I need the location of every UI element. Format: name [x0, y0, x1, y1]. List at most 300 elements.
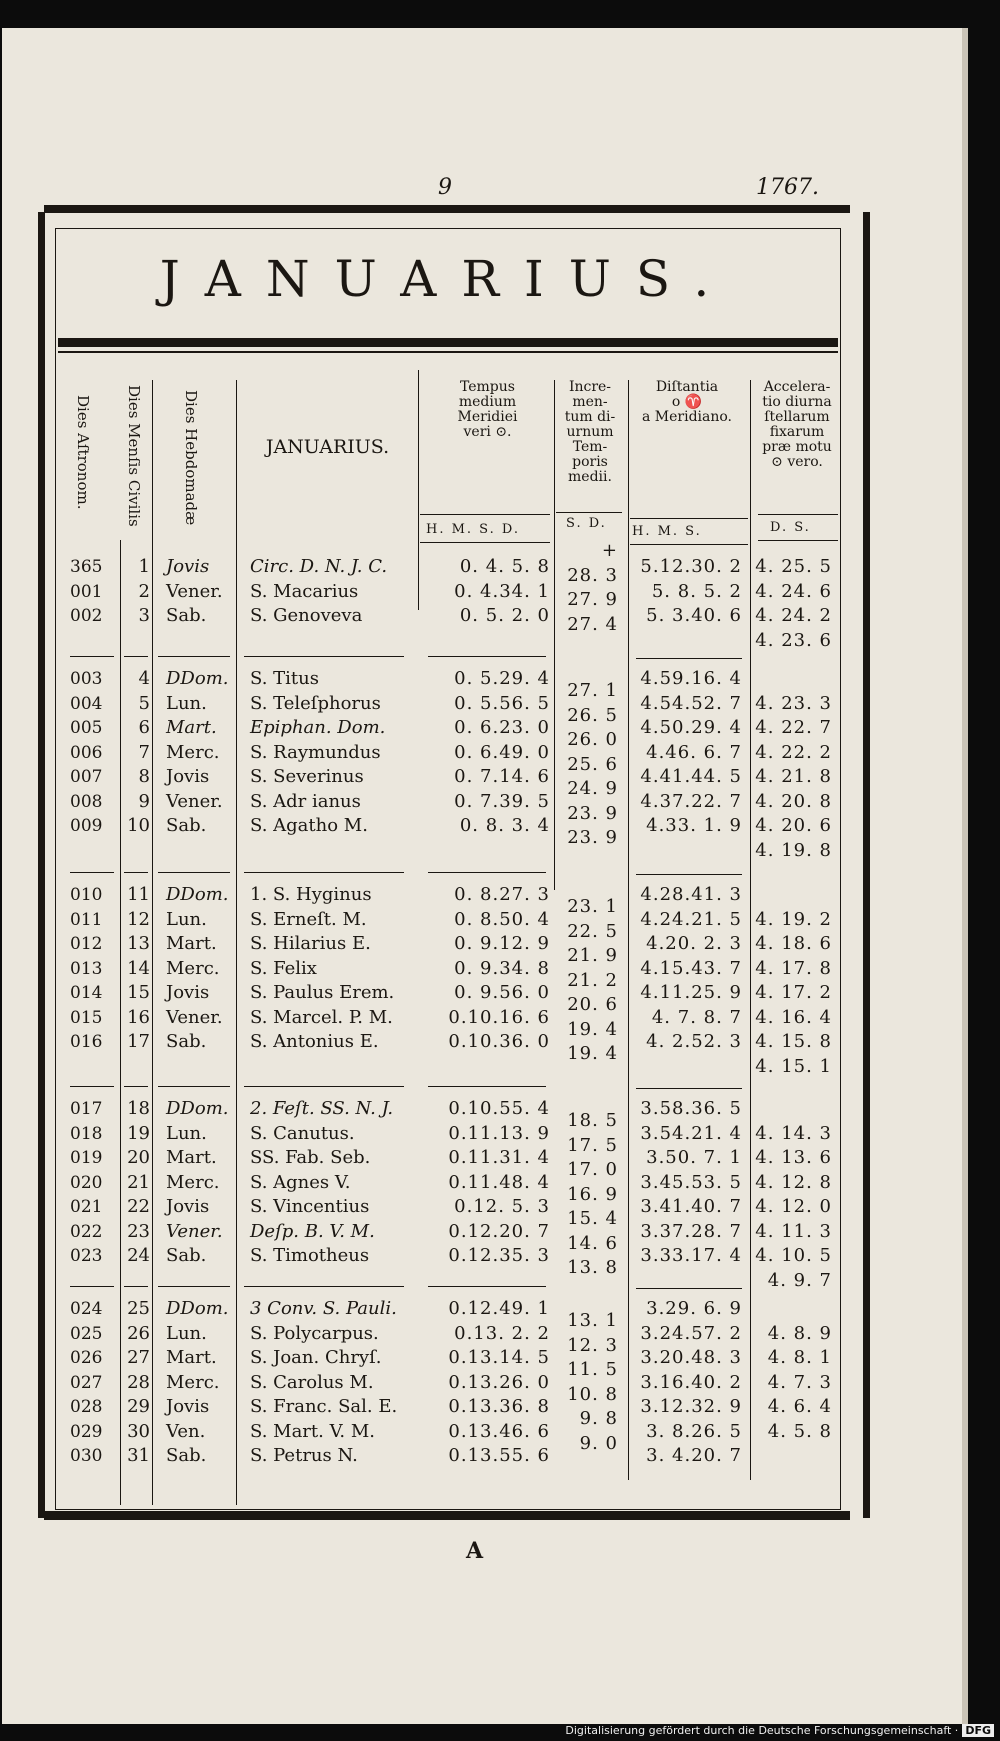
astro-day: 017	[70, 1099, 103, 1119]
astro-day: 007	[70, 767, 103, 787]
weekday: Jovis	[166, 982, 210, 1003]
header-acceleratio: Accelera- tio diurna ſtellarum fixarum præ motu ⊙ vero.	[762, 379, 832, 470]
incrementum: 28. 3	[567, 564, 618, 586]
saint-name: S. Paulus Erem.	[250, 982, 395, 1003]
group-sep-civ	[124, 872, 148, 873]
units-line-dist	[630, 518, 748, 519]
tempus-medium: 0.12. 5. 3	[454, 1196, 550, 1217]
saint-name: S. Polycarpus.	[250, 1322, 379, 1344]
astro-day: 012	[70, 934, 103, 954]
weekday: Merc.	[166, 741, 220, 763]
astro-day: 019	[70, 1148, 103, 1168]
astro-day: 015	[70, 1007, 103, 1028]
incrementum: 21. 9	[567, 945, 618, 966]
acceleratio: 4. 17. 8	[755, 957, 832, 979]
tempus-medium: 0.10.55. 4	[448, 1098, 550, 1119]
distantia: 3. 4.20. 7	[646, 1445, 742, 1466]
astro-day: 014	[70, 983, 103, 1003]
tempus-medium: 0.12.49. 1	[448, 1298, 550, 1319]
civil-day: 3	[138, 605, 150, 626]
incrementum: 9. 8	[579, 1408, 618, 1429]
saint-name: S. Agatho M.	[250, 815, 368, 836]
tempus-medium: 0. 5.56. 5	[454, 692, 550, 714]
distantia: 4.28.41. 3	[640, 884, 742, 905]
distantia: 4. 7. 8. 7	[651, 1006, 742, 1028]
col-sep-4	[418, 370, 419, 610]
astro-day: 002	[70, 606, 103, 626]
header-dies-astronom: Dies Aſtronom.	[74, 395, 92, 510]
astro-day: 008	[70, 791, 103, 812]
incrementum: 23. 9	[567, 802, 618, 824]
weekday: Jovis	[166, 1196, 210, 1217]
civil-day: 25	[127, 1298, 150, 1319]
saint-name: S. Carolus M.	[250, 1371, 374, 1393]
acceleratio: 4. 8. 1	[767, 1347, 832, 1368]
distantia: 3.41.40. 7	[640, 1196, 742, 1217]
col-sep-6	[628, 380, 629, 1480]
astro-day: 026	[70, 1348, 103, 1368]
saint-name: S. Marcel. P. M.	[250, 1006, 393, 1028]
weekday: Sab.	[166, 605, 207, 626]
tempus-medium: 0. 6.23. 0	[454, 717, 550, 738]
saint-name: S. Teleſphorus	[250, 692, 381, 714]
civil-day: 23	[127, 1220, 150, 1242]
tempus-medium: 0.13.14. 5	[448, 1347, 550, 1368]
distantia: 3.54.21. 4	[640, 1122, 742, 1144]
group-sep-dist	[636, 1088, 742, 1089]
acceleratio: 4. 6. 4	[767, 1396, 832, 1417]
incrementum: 12. 3	[567, 1334, 618, 1356]
astro-day: 011	[70, 909, 103, 930]
weekday: Vener.	[166, 580, 223, 602]
weekday: Jovis	[166, 1396, 210, 1417]
weekday: Merc.	[166, 957, 220, 979]
footer-bar	[0, 1724, 1000, 1737]
signature-mark: A	[466, 1538, 484, 1564]
units-incrementum: S. D.	[566, 516, 607, 531]
astro-day: 006	[70, 742, 103, 763]
civil-day: 17	[127, 1031, 150, 1052]
acceleratio-extra: 4. 15. 1	[755, 1055, 832, 1077]
astro-day: 005	[70, 718, 103, 738]
saint-name: S. Joan. Chryſ.	[250, 1347, 382, 1368]
tempus-medium: 0. 7.39. 5	[454, 790, 550, 812]
acceleratio: 4. 22. 2	[755, 741, 832, 763]
acceleratio: 4. 20. 8	[755, 790, 832, 812]
tempus-medium: 0.12.20. 7	[448, 1220, 550, 1242]
astro-day: 016	[70, 1032, 103, 1052]
saint-name: S. Vincentius	[250, 1196, 370, 1217]
tempus-medium: 0.13.36. 8	[448, 1396, 550, 1417]
acceleratio: 4. 16. 4	[755, 1006, 832, 1028]
weekday: Sab.	[166, 1245, 207, 1266]
tempus-medium: 0. 6.49. 0	[454, 741, 550, 763]
astro-day: 022	[70, 1221, 103, 1242]
incrementum: 11. 5	[567, 1359, 618, 1380]
weekday: Lun.	[166, 692, 207, 714]
civil-day: 7	[138, 741, 150, 763]
distantia: 4.59.16. 4	[640, 668, 742, 689]
tempus-medium: 0. 8.27. 3	[454, 884, 550, 905]
acceleratio-extra: 4. 19. 8	[755, 839, 832, 861]
units-line-dist-b	[630, 544, 748, 545]
acceleratio: 4. 17. 2	[755, 982, 832, 1003]
astro-day: 025	[70, 1323, 103, 1344]
distantia: 3.24.57. 2	[640, 1322, 742, 1344]
civil-day: 21	[127, 1171, 150, 1193]
col-sep-3	[236, 380, 237, 1505]
incrementum: 26. 5	[567, 704, 618, 726]
col-sep-5	[554, 380, 555, 890]
weekday: Mart.	[166, 717, 217, 738]
saint-name: S. Genoveva	[250, 605, 363, 626]
incrementum: 15. 4	[567, 1208, 618, 1229]
civil-day: 2	[138, 580, 150, 602]
saint-name: S. Franc. Sal. E.	[250, 1396, 398, 1417]
tempus-medium: 0. 9.12. 9	[454, 933, 550, 954]
distantia: 5. 3.40. 6	[646, 605, 742, 626]
group-sep-tempus	[428, 872, 546, 873]
civil-day: 22	[127, 1196, 150, 1217]
distantia: 4. 2.52. 3	[646, 1031, 742, 1052]
units-acceleratio: D. S.	[770, 520, 811, 535]
civil-day: 24	[127, 1245, 150, 1266]
incrementum: 9. 0	[579, 1432, 618, 1454]
acceleratio: 4. 5. 8	[767, 1420, 832, 1442]
group-sep-dist	[636, 874, 742, 875]
distantia: 3.37.28. 7	[640, 1220, 742, 1242]
acceleratio-extra: 4. 9. 7	[767, 1269, 832, 1291]
astro-day: 020	[70, 1172, 103, 1193]
distantia: 3. 8.26. 5	[646, 1420, 742, 1442]
distantia: 4.20. 2. 3	[646, 933, 742, 954]
incrementum: 13. 1	[567, 1310, 618, 1331]
astro-day: 029	[70, 1421, 103, 1442]
dfg-logo: DFG	[962, 1724, 994, 1737]
distantia: 3.20.48. 3	[640, 1347, 742, 1368]
astro-day: 027	[70, 1372, 103, 1393]
incrementum: 23. 9	[567, 827, 618, 848]
distantia: 3.58.36. 5	[640, 1098, 742, 1119]
saint-name: 1. S. Hyginus	[250, 884, 372, 905]
saint-name: S. Macarius	[250, 580, 359, 602]
group-sep-dist	[636, 658, 742, 659]
acceleratio: 4. 20. 6	[755, 815, 832, 836]
weekday: Sab.	[166, 1445, 207, 1466]
incrementum: 18. 5	[567, 1110, 618, 1131]
weekday: Merc.	[166, 1171, 220, 1193]
group-sep-tempus	[428, 1086, 546, 1087]
incrementum: 27. 1	[567, 680, 618, 701]
distantia: 4.11.25. 9	[640, 982, 742, 1003]
civil-day: 19	[127, 1122, 150, 1144]
tempus-medium: 0. 5.29. 4	[454, 668, 550, 689]
page-number: 9	[438, 175, 452, 200]
incrementum: 27. 9	[567, 589, 618, 610]
astro-day: 003	[70, 669, 103, 689]
civil-day: 4	[138, 668, 150, 689]
weekday: Sab.	[166, 1031, 207, 1052]
distantia: 3.16.40. 2	[640, 1371, 742, 1393]
astro-day: 004	[70, 693, 103, 714]
incrementum: 19. 4	[567, 1043, 618, 1064]
astro-day: 028	[70, 1397, 103, 1417]
saint-name: S. Antonius E.	[250, 1031, 379, 1052]
astro-day: 021	[70, 1197, 103, 1217]
acceleratio: 4. 23. 3	[755, 692, 832, 714]
distantia: 4.24.21. 5	[640, 908, 742, 930]
tempus-medium: 0.12.35. 3	[448, 1245, 550, 1266]
group-sep-dist	[636, 1288, 742, 1289]
col-sep-7	[750, 380, 751, 1480]
saint-name: S. Agnes V.	[250, 1171, 351, 1193]
incrementum: 26. 0	[567, 729, 618, 750]
incrementum: 19. 4	[567, 1018, 618, 1040]
distantia: 4.15.43. 7	[640, 957, 742, 979]
saint-name: S. Hilarius E.	[250, 933, 371, 954]
incrementum: +	[601, 540, 618, 561]
incrementum: 24. 9	[567, 778, 618, 799]
saint-name: 2. Feſt. SS. N. J.	[250, 1098, 394, 1119]
acceleratio: 4. 19. 2	[755, 908, 832, 930]
group-sep-astro	[70, 872, 114, 873]
weekday: Ven.	[166, 1420, 206, 1442]
group-sep-tempus	[428, 1286, 546, 1287]
saint-name: S. Petrus N.	[250, 1445, 358, 1466]
weekday: DDom.	[166, 1298, 229, 1319]
weekday: Vener.	[166, 1006, 223, 1028]
acceleratio: 4. 24. 6	[755, 580, 832, 602]
group-sep-saint	[244, 1086, 404, 1087]
distantia: 3.45.53. 5	[640, 1171, 742, 1193]
civil-day: 27	[127, 1347, 150, 1368]
tempus-medium: 0.13.26. 0	[448, 1371, 550, 1393]
distantia: 5.12.30. 2	[640, 556, 742, 577]
saint-name: 3 Conv. S. Pauli.	[250, 1298, 397, 1319]
tempus-medium: 0. 4.34. 1	[454, 580, 550, 602]
tempus-medium: 0.11.13. 9	[448, 1122, 550, 1144]
distantia: 4.41.44. 5	[640, 766, 742, 787]
civil-day: 31	[127, 1445, 150, 1466]
saint-name: Deſp. B. V. M.	[250, 1220, 375, 1242]
saint-name: S. Canutus.	[250, 1122, 355, 1144]
units-tempus: H. M. S. D.	[426, 522, 520, 537]
weekday: Vener.	[166, 790, 223, 812]
group-sep-saint	[244, 1286, 404, 1287]
civil-day: 8	[138, 766, 150, 787]
header-tempus: Tempus medium Meridiei veri ⊙.	[457, 379, 518, 440]
weekday: Jovis	[166, 766, 210, 787]
weekday: Jovis	[166, 556, 210, 577]
incrementum: 10. 8	[567, 1383, 618, 1405]
saint-name: Circ. D. N. J. C.	[250, 556, 388, 577]
saint-name: S. Titus	[250, 668, 319, 689]
acceleratio: 4. 24. 2	[755, 605, 832, 626]
acceleratio-extra: 4. 23. 6	[755, 629, 832, 651]
col-sep-2	[152, 380, 153, 1505]
civil-day: 18	[127, 1098, 150, 1119]
civil-day: 1	[138, 556, 150, 577]
weekday: Lun.	[166, 908, 207, 930]
acceleratio: 4. 22. 7	[755, 717, 832, 738]
distantia: 4.46. 6. 7	[646, 741, 742, 763]
group-sep-civ	[124, 1086, 148, 1087]
civil-day: 6	[138, 717, 150, 738]
acceleratio: 4. 11. 3	[755, 1220, 832, 1242]
incrementum: 17. 5	[567, 1134, 618, 1156]
astro-day: 018	[70, 1123, 103, 1144]
header-dies-civilis: Dies Menſis Civilis	[125, 385, 143, 527]
civil-day: 26	[127, 1322, 150, 1344]
group-sep-civ	[124, 1286, 148, 1287]
civil-day: 15	[127, 982, 150, 1003]
saint-name: SS. Fab. Seb.	[250, 1147, 371, 1168]
year-header: 1767.	[756, 175, 819, 200]
saint-name: S. Adr ianus	[250, 790, 361, 812]
acceleratio: 4. 10. 5	[755, 1245, 832, 1266]
distantia: 4.50.29. 4	[640, 717, 742, 738]
civil-day: 16	[127, 1006, 150, 1028]
weekday: Merc.	[166, 1371, 220, 1393]
astro-day: 023	[70, 1246, 103, 1266]
tempus-medium: 0.13.46. 6	[448, 1420, 550, 1442]
civil-day: 12	[127, 908, 150, 930]
incrementum: 22. 5	[567, 920, 618, 942]
header-incrementum: Incre- men- tum di- urnum Tem- poris medii.	[564, 379, 616, 485]
acceleratio: 4. 15. 8	[755, 1031, 832, 1052]
civil-day: 13	[127, 933, 150, 954]
units-line-incr	[556, 512, 622, 513]
civil-day: 30	[127, 1420, 150, 1442]
astro-day: 009	[70, 816, 103, 836]
astro-day: 013	[70, 958, 103, 979]
acceleratio: 4. 7. 3	[767, 1371, 832, 1393]
incrementum: 27. 4	[567, 613, 618, 635]
acceleratio: 4. 14. 3	[755, 1122, 832, 1144]
astro-day: 365	[70, 557, 103, 577]
tempus-medium: 0.10.36. 0	[448, 1031, 550, 1052]
saint-name: S. Severinus	[250, 766, 364, 787]
month-title: JANUARIUS.	[159, 250, 735, 308]
astro-day: 010	[70, 885, 103, 905]
header-dies-hebdomadae: Dies Hebdomadæ	[182, 390, 200, 526]
saint-name: S. Mart. V. M.	[250, 1420, 376, 1442]
distantia: 5. 8. 5. 2	[651, 580, 742, 602]
units-line-tempus	[420, 514, 550, 515]
weekday: Lun.	[166, 1122, 207, 1144]
civil-day: 20	[127, 1147, 150, 1168]
tempus-medium: 0. 9.56. 0	[454, 982, 550, 1003]
distantia: 3.33.17. 4	[640, 1245, 742, 1266]
incrementum: 23. 1	[567, 896, 618, 917]
incrementum: 17. 0	[567, 1159, 618, 1180]
civil-day: 14	[127, 957, 150, 979]
saint-name: S. Felix	[250, 957, 317, 979]
weekday: DDom.	[166, 1098, 229, 1119]
group-sep-saint	[244, 872, 404, 873]
saint-name: S. Raymundus	[250, 741, 381, 763]
incrementum: 16. 9	[567, 1183, 618, 1205]
saint-name: S. Timotheus	[250, 1245, 370, 1266]
astro-day: 001	[70, 581, 103, 602]
civil-day: 11	[127, 884, 150, 905]
acceleratio: 4. 25. 5	[755, 556, 832, 577]
distantia: 4.33. 1. 9	[646, 815, 742, 836]
tempus-medium: 0.13. 2. 2	[454, 1322, 550, 1344]
acceleratio: 4. 13. 6	[755, 1147, 832, 1168]
incrementum: 14. 6	[567, 1232, 618, 1254]
civil-day: 5	[138, 692, 150, 714]
weekday: Mart.	[166, 933, 217, 954]
astro-day: 030	[70, 1446, 103, 1466]
weekday: Vener.	[166, 1220, 223, 1242]
weekday: Sab.	[166, 815, 207, 836]
acceleratio: 4. 18. 6	[755, 933, 832, 954]
group-sep-hebd	[158, 1286, 230, 1287]
acceleratio: 4. 8. 9	[767, 1322, 832, 1344]
group-sep-tempus	[428, 656, 546, 657]
header-month: JANUARIUS.	[265, 436, 390, 458]
acceleratio: 4. 21. 8	[755, 766, 832, 787]
tempus-medium: 0.10.16. 6	[448, 1006, 550, 1028]
tempus-medium: 0. 8. 3. 4	[459, 815, 550, 836]
incrementum: 25. 6	[567, 753, 618, 775]
distantia: 3.12.32. 9	[640, 1396, 742, 1417]
incrementum: 20. 6	[567, 994, 618, 1015]
weekday: Lun.	[166, 1322, 207, 1344]
civil-day: 9	[138, 790, 150, 812]
tempus-medium: 0. 8.50. 4	[454, 908, 550, 930]
acceleratio: 4. 12. 8	[755, 1171, 832, 1193]
group-sep-civ	[124, 656, 148, 657]
tempus-medium: 0.11.31. 4	[448, 1147, 550, 1168]
units-line-acc	[758, 514, 838, 515]
header-distantia: Diſtantia o ♈ a Meridiano.	[641, 379, 733, 425]
units-distantia: H. M. S.	[632, 524, 702, 539]
saint-name: S. Erneſt. M.	[250, 908, 367, 930]
distantia: 4.54.52. 7	[640, 692, 742, 714]
weekday: DDom.	[166, 884, 229, 905]
incrementum: 21. 2	[567, 969, 618, 991]
civil-day: 29	[127, 1396, 150, 1417]
group-sep-hebd	[158, 656, 230, 657]
saint-name: Epiphan. Dom.	[250, 717, 386, 738]
tempus-medium: 0. 5. 2. 0	[459, 605, 550, 626]
units-line-acc-b	[758, 540, 838, 541]
incrementum: 13. 8	[567, 1257, 618, 1278]
astro-day: 024	[70, 1299, 103, 1319]
weekday: DDom.	[166, 668, 229, 689]
distantia: 4.37.22. 7	[640, 790, 742, 812]
distantia: 3.50. 7. 1	[646, 1147, 742, 1168]
acceleratio: 4. 12. 0	[755, 1196, 832, 1217]
group-sep-astro	[70, 656, 114, 657]
tempus-medium: 0. 4. 5. 8	[459, 556, 550, 577]
footer-text: Digitalisierung gefördert durch die Deutsche Forschungsgemeinschaft ·	[565, 1724, 959, 1737]
distantia: 3.29. 6. 9	[646, 1298, 742, 1319]
group-sep-astro	[70, 1086, 114, 1087]
units-line-tempus-b	[420, 542, 550, 543]
tempus-medium: 0. 9.34. 8	[454, 957, 550, 979]
civil-day: 10	[127, 815, 150, 836]
group-sep-saint	[244, 656, 404, 657]
weekday: Mart.	[166, 1147, 217, 1168]
weekday: Mart.	[166, 1347, 217, 1368]
group-sep-hebd	[158, 1086, 230, 1087]
tempus-medium: 0.13.55. 6	[448, 1445, 550, 1466]
civil-day: 28	[127, 1371, 150, 1393]
group-sep-hebd	[158, 872, 230, 873]
